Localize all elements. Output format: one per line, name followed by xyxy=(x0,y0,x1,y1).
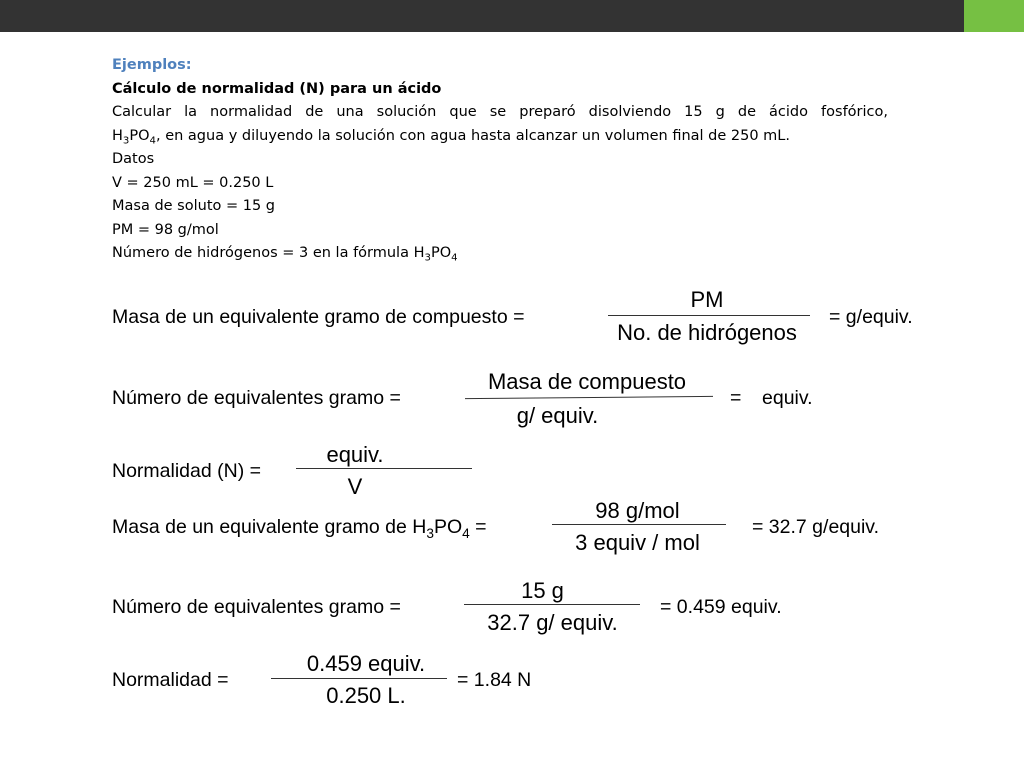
eq-mass-numerator: PM xyxy=(690,287,724,312)
eq-mass-denominator: No. de hidrógenos xyxy=(617,320,797,345)
num-equiv-fraction-bar xyxy=(465,396,713,399)
normality-calc-denominator: 0.250 L. xyxy=(326,683,406,708)
num-equiv-result: equiv. xyxy=(762,387,813,409)
num-equiv-label: Número de equivalentes gramo = xyxy=(112,387,401,409)
examples-heading: Ejemplos: xyxy=(112,57,192,73)
num-equiv-calc-label: Número de equivalentes gramo = xyxy=(112,596,401,618)
accent-block xyxy=(964,0,1024,32)
num-equiv-calc-fraction-bar xyxy=(464,604,640,605)
normality-label: Normalidad (N) = xyxy=(112,460,262,482)
normality-numerator: equiv. xyxy=(326,442,384,467)
num-equiv-denominator: g/ equiv. xyxy=(516,403,599,428)
datos-label: Datos xyxy=(112,151,155,167)
normality-denominator: V xyxy=(347,474,363,499)
problem-statement-line2: $H_3PO_4$, en agua y diluyendo la solución con agua hasta alcanzar un volumen final de 250 mL. xyxy=(112,127,790,147)
eq-mass-h3po4-result: = 32.7 g/equiv. xyxy=(752,516,880,538)
problem-text xyxy=(112,54,888,266)
num-equiv-calc-result: = 0.459 equiv. xyxy=(660,596,782,618)
normality-fraction-bar xyxy=(296,468,472,469)
eq-mass-fraction-bar xyxy=(608,315,810,316)
eq-mass-h3po4-label: Masa de un equivalente gramo de $H_3PO_4$ = xyxy=(112,516,487,541)
eq-mass-h3po4-denominator: 3 equiv / mol xyxy=(575,530,700,555)
normality-calc-numerator: 0.459 equiv. xyxy=(306,651,426,676)
num-equiv-calc-denominator: 32.7 g/ equiv. xyxy=(487,610,618,635)
top-bar xyxy=(0,0,964,32)
volume-data: V = 250 mL = 0.250 L xyxy=(112,174,274,191)
num-equiv-equals: = xyxy=(730,387,742,409)
eq-mass-h3po4-numerator: 98 g/mol xyxy=(595,498,680,523)
normality-calc-result: = 1.84 N xyxy=(457,669,532,691)
num-equiv-calc-numerator: 15 g xyxy=(521,578,564,603)
problem-statement-line1: Calcular la normalidad de una solución que se preparó disolviendo 15 g de ácido fosfórico, xyxy=(112,104,888,120)
normality-calc-label: Normalidad = xyxy=(112,669,229,691)
hydrogens-data: Número de hidrógenos = 3 en la fórmula $H_3PO_4$ xyxy=(112,245,458,264)
eq-mass-label: Masa de un equivalente gramo de compuesto = xyxy=(112,306,525,328)
section-subheading: Cálculo de normalidad (N) para un ácido xyxy=(112,80,442,97)
mass-data: Masa de soluto = 15 g xyxy=(112,198,276,214)
eq-mass-h3po4-fraction-bar xyxy=(552,524,726,525)
num-equiv-numerator: Masa de compuesto xyxy=(487,369,687,394)
eq-mass-result: = g/equiv. xyxy=(829,306,913,328)
pm-data: PM = 98 g/mol xyxy=(112,221,219,238)
normality-calc-fraction-bar xyxy=(271,678,447,679)
